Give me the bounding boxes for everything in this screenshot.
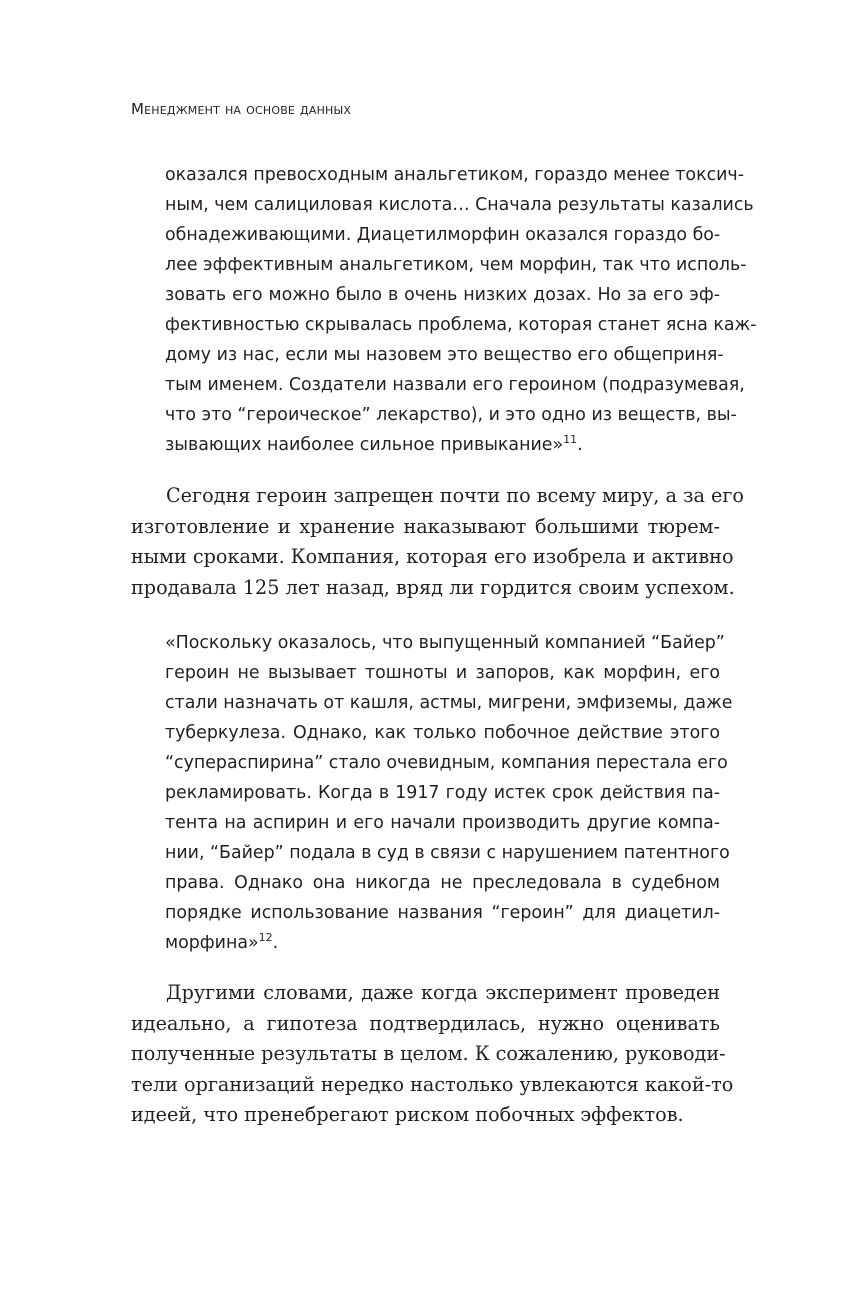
- text-line: фективностью скрывалась проблема, которая станет ясна каж-: [165, 315, 757, 335]
- footnote-ref[interactable]: 11: [563, 433, 578, 446]
- text-line: лее эффективным анальгетиком, чем морфин, так что исполь-: [165, 255, 747, 275]
- body-paragraph: [131, 481, 744, 603]
- text-line: что это “героическое” лекарство), и это одно из веществ, вы-: [165, 405, 737, 425]
- text-line: тента на аспирин и его начали производить другие компа-: [165, 813, 720, 833]
- text-line-last: [165, 430, 720, 460]
- footnote-ref[interactable]: 12: [258, 931, 273, 944]
- text-line: тым именем. Создатели назвали его героином (подразумевая,: [165, 375, 745, 395]
- text-line: тели организаций нередко настолько увлекаются какой-то: [131, 1072, 734, 1096]
- text-line: права. Однако она никогда не преследовала в судебном: [165, 873, 720, 893]
- text-line: продавала 125 лет назад, вряд ли гордится своим успехом.: [131, 575, 735, 599]
- block-quote-heroin-history: [165, 160, 757, 460]
- text-line: дому из нас, если мы назовем это вещество его общеприня-: [165, 345, 724, 365]
- text-line: полученные результаты в целом. К сожалению, руководи-: [131, 1042, 726, 1065]
- text-line: ным, чем салициловая кислота… Сначала результаты казались: [165, 195, 754, 215]
- text-line: Другими словами, даже когда эксперимент проведен: [166, 981, 720, 1004]
- text-line: оказался превосходным анальгетиком, гораздо менее токсич-: [165, 165, 744, 185]
- text-fragment: морфина»: [165, 933, 259, 953]
- text-line: обнадеживающими. Диацетилморфин оказался гораздо бо-: [165, 225, 721, 245]
- text-line: изготовление и хранение наказывают большими тюрем-: [131, 514, 720, 538]
- text-line: зовать его можно было в очень низких дозах. Но за его эф-: [165, 285, 720, 305]
- text-line: нии, “Байер” подала в суд в связи с нарушением патентного: [165, 843, 730, 863]
- text-line-last: [165, 928, 720, 958]
- text-line-last: идеей, что пренебрегают риском побочных эффектов.: [131, 1103, 684, 1126]
- text-fragment: зывающих наиболее сильное привыкание»: [165, 435, 564, 455]
- text-line: героин не вызывает тошноты и запоров, как морфин, его: [165, 663, 720, 683]
- text-line: ными сроками. Компания, которая его изобрела и активно: [131, 545, 734, 568]
- text-line: “супераспирина” стало очевидным, компания перестала его: [165, 753, 728, 773]
- body-paragraph: [131, 978, 734, 1131]
- text-line: туберкулеза. Однако, как только побочное действие этого: [165, 723, 720, 743]
- text-line: идеально, а гипотеза подтвердилась, нужно оценивать: [131, 1011, 720, 1035]
- text-line: порядке использование названия “героин” для диацетил-: [165, 903, 720, 923]
- sentence-end: .: [577, 435, 583, 455]
- sentence-end: .: [272, 933, 279, 953]
- text-line: Сегодня героин запрещен почти по всему миру, а за его: [166, 484, 744, 507]
- text-line: рекламировать. Когда в 1917 году истек срок действия па-: [165, 783, 720, 803]
- block-quote-bayer: [165, 628, 733, 958]
- text-line: «Поскольку оказалось, что выпущенный компанией “Байер”: [165, 633, 725, 653]
- text-line: стали назначать от кашля, астмы, мигрени, эмфиземы, даже: [165, 693, 733, 713]
- running-head: Менеджмент на основе данных: [131, 100, 352, 118]
